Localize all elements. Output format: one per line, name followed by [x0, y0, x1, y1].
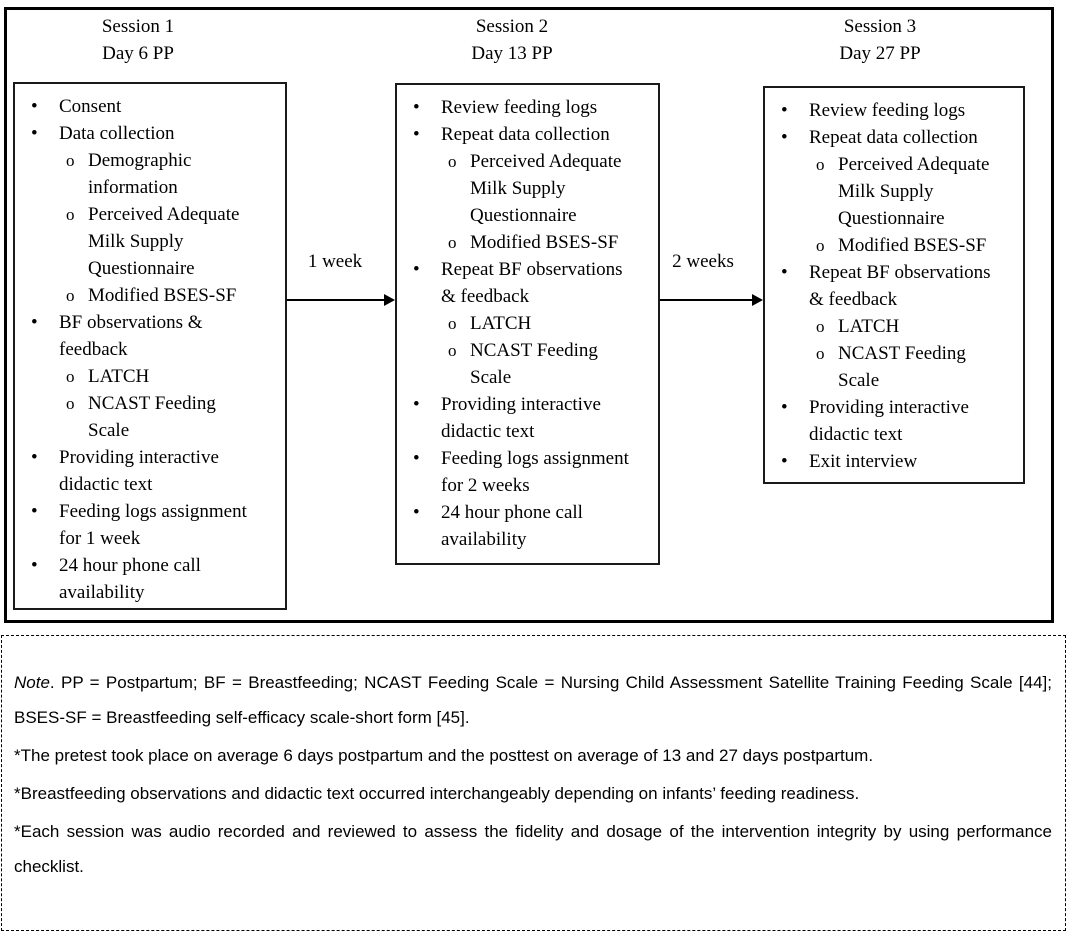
list-subitem: o NCAST Feeding Scale — [765, 340, 1023, 394]
bullet-icon: • — [31, 312, 38, 333]
bullet-icon: • — [781, 451, 788, 472]
circle-bullet-icon: o — [66, 151, 75, 170]
session1-box — [13, 82, 287, 610]
arrowhead-right-icon — [752, 294, 763, 306]
note-box — [1, 635, 1066, 931]
session2-day: Day 13 PP — [471, 43, 553, 64]
bullet-icon: • — [31, 447, 38, 468]
circle-bullet-icon: o — [66, 286, 75, 305]
list-subitem: o Modified BSES-SF — [15, 282, 285, 309]
arrowhead-right-icon — [384, 294, 395, 306]
session1-day: Day 6 PP — [102, 43, 174, 64]
bullet-icon: • — [413, 448, 420, 469]
interval-label-2weeks: 2 weeks — [672, 251, 734, 272]
list-item: • Providing interactive didactic text — [765, 394, 1023, 448]
session1-title: Session 1 — [101, 16, 175, 37]
circle-bullet-icon: o — [816, 155, 825, 174]
list-subitem: o Demographic information — [15, 147, 285, 201]
note-paragraph-observations: *Breastfeeding observations and didactic text occurred interchangeably depending on infants’ feeding readiness. — [14, 784, 860, 803]
bullet-icon: • — [31, 501, 38, 522]
interval-label-1week: 1 week — [307, 251, 363, 272]
bullet-icon: • — [781, 127, 788, 148]
list-item: • Consent — [15, 93, 285, 120]
note-label: Note — [14, 673, 50, 692]
session2-header — [412, 13, 612, 67]
list-subitem: o NCAST Feeding Scale — [15, 390, 285, 444]
note-paragraph-pretest: *The pretest took place on average 6 days postpartum and the posttest on average of 13 and 27 days postpartum. — [14, 746, 874, 765]
note-abbreviations-text: . PP = Postpartum; BF = Breastfeeding; NCAST Feeding Scale = Nursing Child Assessment Satellite Training Feeding Scale [44]; BSES-SF = Breastfeeding self-efficacy scale-short form [45]. — [14, 673, 1052, 727]
bullet-icon: • — [31, 96, 38, 117]
circle-bullet-icon: o — [816, 344, 825, 363]
note-paragraph-abbreviations — [14, 665, 1052, 735]
bullet-icon: • — [781, 100, 788, 121]
list-subitem: o LATCH — [765, 313, 1023, 340]
list-item: • Repeat BF observations & feedback — [765, 259, 1023, 313]
list-item: • 24 hour phone call availability — [15, 552, 285, 606]
arrow-line — [287, 299, 384, 301]
bullet-icon: • — [413, 394, 420, 415]
bullet-icon: • — [413, 259, 420, 280]
circle-bullet-icon: o — [448, 152, 457, 171]
bullet-icon: • — [413, 124, 420, 145]
session2-box — [395, 83, 660, 565]
list-item: • Data collection — [15, 120, 285, 147]
circle-bullet-icon: o — [448, 341, 457, 360]
bullet-icon: • — [31, 555, 38, 576]
bullet-icon: • — [781, 262, 788, 283]
list-subitem: o LATCH — [397, 310, 658, 337]
session2-title: Session 2 — [475, 16, 549, 37]
list-subitem: o Perceived Adequate Milk Supply Questionnaire — [15, 201, 285, 282]
bullet-icon: • — [31, 123, 38, 144]
list-subitem: o Modified BSES-SF — [765, 232, 1023, 259]
list-item: • Repeat data collection — [397, 121, 658, 148]
bullet-icon: • — [413, 502, 420, 523]
bullet-icon: • — [413, 97, 420, 118]
list-item: • Feeding logs assignment for 2 weeks — [397, 445, 658, 499]
list-subitem: o Perceived Adequate Milk Supply Questionnaire — [397, 148, 658, 229]
circle-bullet-icon: o — [66, 205, 75, 224]
circle-bullet-icon: o — [66, 394, 75, 413]
list-subitem: o Modified BSES-SF — [397, 229, 658, 256]
list-subitem: o LATCH — [15, 363, 285, 390]
session3-header — [780, 13, 980, 67]
list-item: • Review feeding logs — [765, 97, 1023, 124]
list-item: • Feeding logs assignment for 1 week — [15, 498, 285, 552]
session3-title: Session 3 — [843, 16, 917, 37]
list-item: • Exit interview — [765, 448, 1023, 475]
list-item: • Providing interactive didactic text — [15, 444, 285, 498]
bullet-icon: • — [781, 397, 788, 418]
note-paragraph-audio: *Each session was audio recorded and reviewed to assess the fidelity and dosage of the intervention integrity by using performance checklist. — [14, 822, 1052, 876]
arrow-line — [660, 299, 752, 301]
circle-bullet-icon: o — [816, 317, 825, 336]
list-item: • Providing interactive didactic text — [397, 391, 658, 445]
list-item: • BF observations & feedback — [15, 309, 285, 363]
protocol-diagram-frame — [4, 7, 1054, 623]
list-item: • 24 hour phone call availability — [397, 499, 658, 553]
circle-bullet-icon: o — [816, 236, 825, 255]
session1-header — [38, 13, 238, 67]
circle-bullet-icon: o — [448, 314, 457, 333]
list-item: • Repeat data collection — [765, 124, 1023, 151]
list-item: • Review feeding logs — [397, 94, 658, 121]
circle-bullet-icon: o — [448, 233, 457, 252]
list-subitem: o NCAST Feeding Scale — [397, 337, 658, 391]
session3-box — [763, 86, 1025, 484]
list-item: • Repeat BF observations & feedback — [397, 256, 658, 310]
circle-bullet-icon: o — [66, 367, 75, 386]
session3-day: Day 27 PP — [839, 43, 921, 64]
list-subitem: o Perceived Adequate Milk Supply Questionnaire — [765, 151, 1023, 232]
